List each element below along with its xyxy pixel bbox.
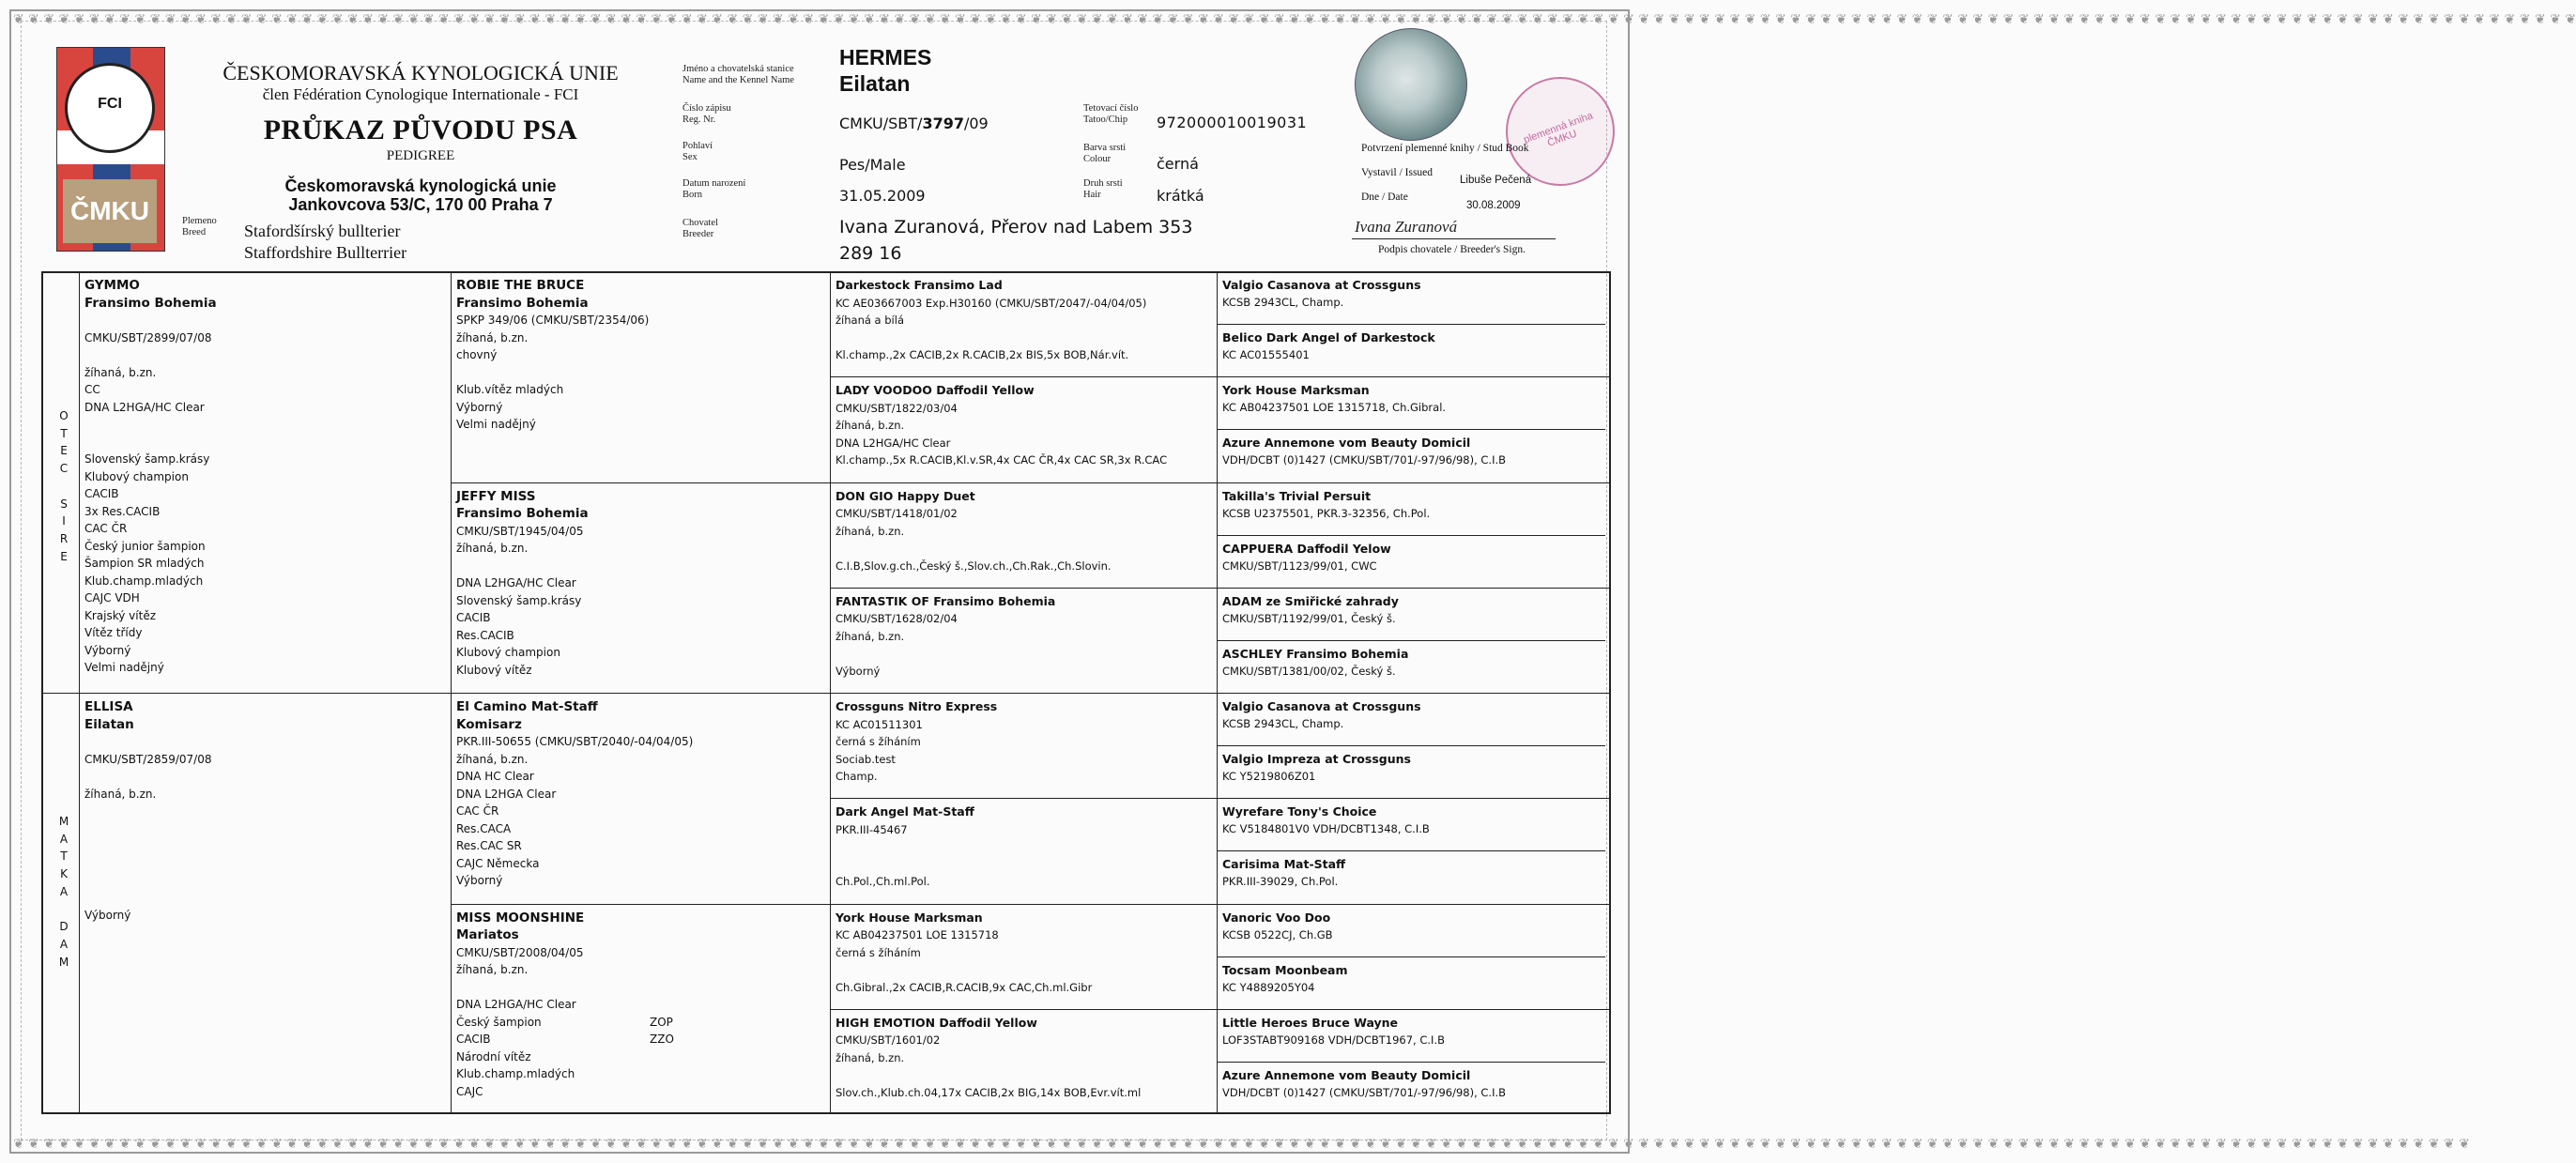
ancestor-name: Darkestock Fransimo Lad (836, 278, 1003, 292)
grid-hline (1217, 429, 1605, 430)
grandparent-cell (456, 698, 826, 902)
gg-grandparent-cell (1222, 803, 1602, 849)
ancestor-detail (84, 733, 447, 751)
ancestor-detail: DNA HC Clear (456, 770, 534, 783)
great-grandparent-cell (836, 593, 1213, 691)
ancestor-detail: KC V5184801V0 VDH/DCBT1348, C.I.B (1222, 822, 1430, 836)
cmku-logo-text: ČMKU (70, 196, 149, 225)
ancestor-detail: žíhaná, b.zn. (836, 1050, 905, 1064)
ancestor-detail: VDH/DCBT (0)1427 (CMKU/SBT/701/-97/96/98), C.I.B (1222, 453, 1507, 467)
ancestor-name: CAPPUERA Daffodil Yelow (1222, 541, 1391, 556)
ancestor-detail (84, 312, 447, 329)
grandparent-cell (456, 910, 826, 1113)
breeder-line2: 289 16 (839, 243, 902, 264)
ancestor-detail (456, 364, 826, 382)
gg-grandparent-cell (1222, 962, 1602, 1007)
ancestor-detail: Res.CACA (456, 821, 512, 835)
breeder-line1: Ivana Zuranová, Přerov nad Labem 353 (839, 217, 1193, 237)
issuer-address-line2: Jankovcova 53/C, 170 00 Praha 7 (288, 195, 553, 214)
ancestor-detail: PKR.III-39029, Ch.Pol. (1222, 875, 1339, 889)
ancestor-detail (84, 416, 447, 434)
ancestor-detail: KC Y5219806Z01 (1222, 770, 1316, 784)
chip-value: 972000010019031 (1157, 114, 1308, 131)
ancestor-detail: DNA L2HGA/HC Clear (84, 400, 205, 414)
ancestor-detail (836, 961, 1213, 979)
side-letter: A (59, 937, 69, 951)
stud-book-stamp (1506, 77, 1615, 186)
stamp-text: plemenná kniha ČMKU (1522, 110, 1595, 149)
gg-grandparent-cell (1222, 1067, 1602, 1112)
issuer-address-line1: Českomoravská kynologická unie (284, 176, 557, 195)
great-grandparent-cell (836, 1015, 1213, 1112)
grandparent-cell (456, 488, 826, 692)
ancestor-detail: Sociab.test (836, 752, 896, 766)
ancestor-detail (84, 346, 447, 364)
ancestor-name: DON GIO Happy Duet (836, 488, 975, 503)
born-value: 31.05.2009 (839, 187, 926, 205)
ancestor-detail: VDH/DCBT (0)1427 (CMKU/SBT/701/-97/96/98), C.I.B (1222, 1085, 1507, 1099)
issuer-membership: člen Fédération Cynologique Internationale - FCI (262, 85, 579, 103)
great-grandparent-cell (836, 488, 1213, 586)
ancestor-name: Belico Dark Angel of Darkestock (1222, 330, 1435, 345)
ancestor-detail: Res.CACIB (456, 628, 514, 642)
gg-grandparent-cell (1222, 435, 1602, 480)
ancestor-detail: žíhaná, b.zn. (836, 419, 905, 433)
ancestor-detail: Národní vítěz (456, 1049, 531, 1064)
ancestor-detail (84, 855, 447, 873)
breeding-mark: ZOP (650, 1015, 673, 1029)
ancestor-detail: Klubový champion (84, 469, 189, 483)
ancestor-name: Little Heroes Bruce Wayne (1222, 1015, 1399, 1030)
ancestor-name: Azure Annemone vom Beauty Domicil (1222, 1067, 1471, 1082)
issuer-org-name: ČESKOMORAVSKÁ KYNOLOGICKÁ UNIE (222, 61, 619, 84)
ancestor-name: GYMMO (84, 278, 140, 293)
ancestor-detail: žíhaná, b.zn. (456, 752, 529, 766)
reg-label: Číslo zápisu Reg. Nr. (682, 103, 731, 125)
ancestor-detail: CAC ČR (456, 804, 499, 818)
ancestor-detail: Velmi nadějný (456, 418, 536, 431)
issue-date: 30.08.2009 (1466, 200, 1521, 211)
ancestor-detail: KC AC01555401 (1222, 348, 1310, 362)
hair-label: Druh srsti Hair (1083, 178, 1123, 200)
ancestor-detail: Výborný (84, 643, 131, 657)
side-letter: M (58, 815, 69, 828)
hair-value: krátká (1157, 187, 1204, 205)
fci-emblem (65, 63, 155, 153)
ancestor-name: FANTASTIK OF Fransimo Bohemia (836, 593, 1056, 608)
ancestor-kennel: Eilatan (84, 716, 134, 732)
ancestor-name: York House Marksman (836, 910, 983, 925)
grid-hline (451, 482, 1611, 483)
dog-kennel: Eilatan (839, 71, 911, 96)
ancestor-detail: SPKP 349/06 (CMKU/SBT/2354/06) (456, 314, 650, 327)
great-grandparent-cell (836, 803, 1213, 901)
ancestor-name: ASCHLEY Fransimo Bohemia (1222, 646, 1409, 661)
gg-grandparent-cell (1222, 1015, 1602, 1060)
ancestor-detail: CMKU/SBT/2008/04/05 (456, 945, 584, 959)
ancestor-name: ADAM ze Smiřické zahrady (1222, 593, 1399, 608)
reg-number: CMKU/SBT/3797/09 (839, 115, 989, 132)
ancestor-detail: žíhaná, b.zn. (456, 330, 529, 344)
ancestor-detail (836, 329, 1213, 347)
ancestor-detail: Klubový champion (456, 646, 560, 659)
sex-label: Pohlaví Sex (682, 141, 713, 162)
ancestor-name: Valgio Casanova at Crossguns (1222, 278, 1421, 292)
ancestor-detail: Šampion SR mladých (84, 557, 205, 570)
side-letter: A (59, 884, 69, 898)
ancestor-detail: KCSB 2943CL, Champ. (1222, 717, 1344, 730)
colour-label: Barva srsti Colour (1083, 143, 1127, 164)
ancestor-detail: C.I.B,Slov.g.ch.,Český š.,Slov.ch.,Ch.Rak.,Ch.Slovin. (836, 559, 1112, 573)
ancestor-name: Tocsam Moonbeam (1222, 962, 1348, 977)
ancestor-name: Dark Angel Mat-Staff (836, 804, 974, 819)
ancestor-detail: Slov.ch.,Klub.ch.04,17x CACIB,2x BIG,14x BOB,Evr.vít.ml (836, 1085, 1142, 1099)
ancestor-detail (836, 856, 1213, 874)
top-leaf-border: ❦ ❦ ❦ ❦ ❦ ❦ ❦ ❦ ❦ ❦ ❦ ❦ ❦ ❦ ❦ ❦ ❦ ❦ ❦ ❦ ❦ ❦ ❦ ❦ ❦ ❦ ❦ ❦ ❦ ❦ ❦ ❦ ❦ ❦ ❦ ❦ ❦ ❦ ❦ ❦ ❦ ❦ ❦ ❦ ❦ ❦ ❦ ❦ ❦ ❦ ❦ ❦ ❦ ❦ ❦ ❦ ❦ ❦ ❦ ❦ ❦ ❦ ❦ ❦ ❦ ❦ ❦ ❦ ❦ ❦ ❦ ❦ ❦ ❦ ❦ ❦ ❦ ❦ ❦ ❦ ❦ ❦ ❦ ❦ ❦ ❦ ❦ ❦ ❦ ❦ ❦ ❦ ❦ ❦ ❦ ❦ ❦ ❦ ❦ ❦ ❦ ❦ ❦ ❦ ❦ ❦ ❦ ❦ ❦ ❦ ❦ ❦ ❦ ❦ ❦ ❦ ❦ ❦ ❦ ❦ ❦ ❦ ❦ ❦ ❦ ❦ ❦ ❦ ❦ ❦ ❦ ❦ ❦ ❦ ❦ ❦ ❦ ❦ ❦ ❦ ❦ ❦ ❦ ❦ ❦ ❦ ❦ ❦ ❦ ❦ ❦ ❦ ❦ ❦ ❦ ❦ ❦ ❦ ❦ ❦ ❦ ❦ ❦ ❦ ❦ ❦ ❦ ❦ ❦ (13, 12, 2576, 27)
breed-value-en: Staffordshire Bullterrier (244, 243, 407, 262)
ancestor-detail: žíhaná a bílá (836, 314, 904, 327)
side-letter: K (60, 867, 68, 881)
ancestor-name: Carisima Mat-Staff (1222, 857, 1346, 872)
sex-value: Pes/Male (839, 156, 906, 174)
dam-cell (84, 698, 447, 1112)
ancestor-detail: Slovenský šamp.krásy (84, 452, 210, 466)
breeder-signature: Ivana Zuranová (1355, 218, 1458, 236)
sire-cell (84, 277, 447, 691)
ancestor-detail: Český junior šampion (84, 539, 206, 553)
ancestor-detail: 3x Res.CACIB (84, 504, 161, 518)
ancestor-name: ROBIE THE BRUCE (456, 278, 585, 293)
ancestor-detail: CMKU/SBT/1822/03/04 (836, 401, 958, 415)
dam-side-label (54, 813, 73, 971)
ancestor-name: HIGH EMOTION Daffodil Yellow (836, 1015, 1037, 1030)
ancestor-detail: chovný (456, 348, 498, 361)
grid-hline (1217, 324, 1605, 325)
ancestor-detail: Velmi nadějný (84, 661, 164, 674)
ancestor-detail: CACIB (456, 611, 491, 624)
ancestor-detail (84, 768, 447, 786)
ancestor-kennel: Fransimo Bohemia (84, 295, 217, 311)
ancestor-detail: Slovenský šamp.krásy (456, 593, 582, 607)
ancestor-detail: DNA L2HGA/HC Clear (836, 436, 951, 450)
ancestor-detail: Klub.champ.mladých (84, 574, 204, 588)
ancestor-detail: CAJC Německa (456, 856, 540, 870)
ancestor-detail: CAJC (456, 1084, 483, 1098)
ancestor-detail (84, 434, 447, 451)
gg-grandparent-cell (1222, 277, 1602, 322)
ancestor-detail: KCSB U2375501, PKR.3-32356, Ch.Pol. (1222, 506, 1431, 520)
ancestor-detail: černá s žíháním (836, 945, 921, 959)
ancestor-detail (836, 540, 1213, 558)
date-label: Dne / Date (1361, 191, 1408, 203)
ancestor-detail: CMKU/SBT/2899/07/08 (84, 330, 212, 344)
ancestor-detail (84, 803, 447, 820)
ancestor-detail: CMKU/SBT/2859/07/08 (84, 752, 212, 766)
ancestor-detail: PKR.III-45467 (836, 822, 908, 836)
ancestor-name: ELLISA (84, 699, 133, 714)
ancestor-detail: Český šampion ZOP (456, 1014, 826, 1032)
ancestor-detail: DNA L2HGA/HC Clear (456, 576, 576, 589)
ancestor-detail: Ch.Pol.,Ch.ml.Pol. (836, 875, 930, 889)
ancestor-kennel: Mariatos (456, 927, 519, 942)
ancestor-detail: Res.CAC SR (456, 839, 522, 852)
ancestor-detail: Klub.vítěz mladých (456, 383, 564, 396)
side-letter: T (60, 849, 68, 864)
ancestor-detail: Kl.champ.,5x R.CACIB,Kl.v.SR,4x CAC ČR,4x CAC SR,3x R.CAC (836, 453, 1168, 467)
grid-hline (830, 798, 1611, 799)
ancestor-kennel: Fransimo Bohemia (456, 506, 589, 521)
ancestor-name: MISS MOONSHINE (456, 910, 585, 926)
side-letter: M (58, 955, 69, 969)
ancestor-detail: KC AB04237501 LOE 1315718, Ch.Gibral. (1222, 401, 1447, 415)
ancestor-detail: CMKU/SBT/1418/01/02 (836, 507, 958, 520)
side-letter: O (59, 409, 69, 422)
gg-grandparent-cell (1222, 910, 1602, 955)
side-letter: T (60, 426, 68, 440)
ancestor-detail (84, 820, 447, 838)
ancestor-detail (84, 872, 447, 890)
hologram-seal (1355, 28, 1467, 141)
gg-grandparent-cell (1222, 698, 1602, 743)
ancestor-detail: LOF3STABT909168 VDH/DCBT1967, C.I.B (1222, 1033, 1445, 1047)
ancestor-detail: žíhaná, b.zn. (836, 629, 905, 643)
gg-grandparent-cell (1222, 329, 1602, 375)
great-grandparent-cell (836, 698, 1213, 796)
name-label: Jméno a chovatelská stanice Name and the Kennel Name (682, 64, 794, 85)
side-letter (54, 901, 73, 919)
ancestor-detail: KCSB 2943CL, Champ. (1222, 296, 1344, 309)
ancestor-detail: CMKU/SBT/1628/02/04 (836, 612, 958, 626)
grid-hline (830, 376, 1611, 377)
breeder-label: Chovatel Breeder (682, 218, 718, 239)
breed-label: Plemeno Breed (182, 216, 217, 237)
gg-grandparent-cell (1222, 856, 1602, 901)
ancestor-name: Crossguns Nitro Express (836, 699, 998, 713)
side-letter: S (60, 497, 68, 511)
grid-hline (1217, 850, 1605, 851)
cmku-emblem (63, 179, 157, 243)
side-letter: A (59, 832, 69, 846)
grandparent-cell (456, 277, 826, 481)
ancestor-kennel: Fransimo Bohemia (456, 295, 589, 311)
ancestor-detail: Výborný (456, 400, 503, 414)
grid-hline (41, 693, 1611, 694)
ancestor-detail (836, 645, 1213, 663)
side-letter: R (59, 531, 69, 545)
ancestor-detail (84, 837, 447, 855)
grid-hline (1217, 956, 1605, 957)
grid-hline (451, 904, 1611, 905)
document-title: PRŮKAZ PŮVODU PSA (263, 115, 578, 145)
side-letter (54, 478, 73, 496)
ancestor-detail: CAJC VDH (84, 591, 140, 604)
signature-line (1352, 238, 1556, 239)
ancestor-name: Takilla's Trivial Persuit (1222, 488, 1372, 503)
ancestor-name: Valgio Impreza at Crossguns (1222, 752, 1411, 767)
born-label: Datum narození Born (682, 178, 746, 200)
gg-grandparent-cell (1222, 382, 1602, 427)
ancestor-detail: žíhaná, b.zn. (836, 524, 905, 538)
ancestor-detail: Kl.champ.,2x CACIB,2x R.CACIB,2x BIS,5x BOB,Nár.vít. (836, 348, 1129, 361)
gg-grandparent-cell (1222, 593, 1602, 638)
ancestor-detail: CMKU/SBT/1945/04/05 (456, 524, 584, 538)
side-letter: E (60, 444, 68, 458)
ancestor-detail: CMKU/SBT/1601/02 (836, 1033, 941, 1048)
breeding-mark: ZZO (650, 1033, 674, 1046)
ancestor-name: El Camino Mat-Staff (456, 699, 598, 714)
colour-value: černá (1157, 155, 1199, 173)
gg-grandparent-cell (1222, 751, 1602, 796)
ancestor-detail: CMKU/SBT/1192/99/01, Český š. (1222, 611, 1396, 625)
ancestor-detail: DNA L2HGA/HC Clear (456, 998, 576, 1011)
ancestor-detail: žíhaná, b.zn. (84, 365, 157, 379)
document-subtitle: PEDIGREE (386, 148, 455, 163)
great-grandparent-cell (836, 910, 1213, 1007)
ancestor-detail: CC (84, 383, 100, 396)
cmku-fci-logo (56, 47, 165, 252)
ancestor-name: LADY VOODOO Daffodil Yellow (836, 383, 1035, 398)
ancestor-detail (836, 1066, 1213, 1084)
ancestor-detail: černá s žíháním (836, 735, 921, 748)
grid-hline (830, 1009, 1611, 1010)
issued-label: Vystavil / Issued (1361, 167, 1434, 178)
great-grandparent-cell (836, 382, 1213, 480)
bottom-leaf-border: ❦ ❦ ❦ ❦ ❦ ❦ ❦ ❦ ❦ ❦ ❦ ❦ ❦ ❦ ❦ ❦ ❦ ❦ ❦ ❦ ❦ ❦ ❦ ❦ ❦ ❦ ❦ ❦ ❦ ❦ ❦ ❦ ❦ ❦ ❦ ❦ ❦ ❦ ❦ ❦ ❦ ❦ ❦ ❦ ❦ ❦ ❦ ❦ ❦ ❦ ❦ ❦ ❦ ❦ ❦ ❦ ❦ ❦ ❦ ❦ ❦ ❦ ❦ ❦ ❦ ❦ ❦ ❦ ❦ ❦ ❦ ❦ ❦ ❦ ❦ ❦ ❦ ❦ ❦ ❦ ❦ ❦ ❦ ❦ ❦ ❦ ❦ ❦ ❦ ❦ ❦ ❦ ❦ ❦ ❦ ❦ ❦ ❦ ❦ ❦ ❦ ❦ ❦ ❦ ❦ ❦ ❦ ❦ ❦ ❦ ❦ ❦ ❦ ❦ ❦ ❦ ❦ ❦ ❦ ❦ ❦ ❦ ❦ ❦ ❦ ❦ ❦ ❦ ❦ ❦ ❦ ❦ ❦ ❦ ❦ ❦ ❦ ❦ ❦ ❦ ❦ ❦ ❦ ❦ ❦ ❦ ❦ ❦ ❦ ❦ ❦ ❦ ❦ ❦ ❦ ❦ ❦ ❦ ❦ ❦ ❦ ❦ (13, 1137, 2470, 1152)
gg-grandparent-cell (1222, 646, 1602, 691)
ancestor-kennel: Komisarz (456, 716, 522, 732)
chip-label: Tetovací číslo Tatoo/Chip (1083, 103, 1139, 125)
ancestor-detail: KCSB 0522CJ, Ch.GB (1222, 927, 1333, 941)
ancestor-detail: PKR.III-50655 (CMKU/SBT/2040/-04/04/05) (456, 735, 694, 748)
ancestor-detail (456, 979, 826, 997)
ancestor-detail: Klub.champ.mladých (456, 1067, 575, 1080)
stud-book-confirm-label: Potvrzení plemenné knihy / Stud Book (1361, 143, 1529, 154)
ancestor-detail: DNA L2HGA Clear (456, 787, 557, 801)
ancestor-detail: KC AE03667003 Exp.H30160 (CMKU/SBT/2047/-04/04/05) (836, 296, 1147, 310)
side-letter: I (62, 514, 66, 528)
ancestor-name: York House Marksman (1222, 383, 1370, 398)
ancestor-detail: CMKU/SBT/1123/99/01, CWC (1222, 559, 1377, 573)
grid-hline (830, 588, 1611, 589)
ancestor-detail: KC Y4889205Y04 (1222, 980, 1315, 994)
gg-grandparent-cell (1222, 488, 1602, 533)
grid-hline (1217, 535, 1605, 536)
ancestor-detail: Ch.Gibral.,2x CACIB,R.CACIB,9x CAC,Ch.ml.Gibr (836, 980, 1093, 994)
ancestor-detail: Vítěz třídy (84, 626, 143, 639)
ancestor-detail: žíhaná, b.zn. (84, 787, 157, 801)
ancestor-detail: Výborný (456, 874, 503, 887)
issued-by: Libuše Pečená (1460, 175, 1532, 186)
ancestor-detail: CACIB ZZO (456, 1031, 826, 1048)
ancestor-detail: CACIB (84, 487, 119, 500)
sire-side-label (54, 407, 73, 565)
ancestor-detail: Výborný (84, 909, 131, 922)
ancestor-detail: Krajský vítěz (84, 608, 157, 622)
ancestor-name: Wyrefare Tony's Choice (1222, 804, 1377, 819)
grid-hline (1217, 640, 1605, 641)
signature-label: Podpis chovatele / Breeder's Sign. (1378, 244, 1526, 255)
ancestor-detail: CMKU/SBT/1381/00/02, Český š. (1222, 664, 1396, 678)
dog-name: HERMES (839, 45, 932, 69)
ancestor-detail: Champ. (836, 770, 878, 783)
ancestor-detail: Výborný (836, 664, 881, 678)
ancestor-detail (456, 558, 826, 575)
breed-value-cz: Stafordšírský bullterier (244, 222, 401, 240)
ancestor-detail (84, 890, 447, 908)
ancestor-name: JEFFY MISS (456, 488, 536, 504)
grid-hline (1217, 745, 1605, 746)
gg-grandparent-cell (1222, 541, 1602, 586)
grid-hline (1217, 1062, 1605, 1063)
ancestor-name: Azure Annemone vom Beauty Domicil (1222, 436, 1471, 451)
ancestor-detail: KC AC01511301 (836, 717, 923, 731)
great-grandparent-cell (836, 277, 1213, 375)
ancestor-detail: žíhaná, b.zn. (456, 542, 529, 555)
ancestor-name: Vanoric Voo Doo (1222, 910, 1331, 925)
ancestor-detail: žíhaná, b.zn. (456, 963, 529, 976)
ancestor-detail: KC AB04237501 LOE 1315718 (836, 928, 999, 941)
fci-logo-text: FCI (98, 96, 122, 112)
side-letter: C (59, 462, 69, 476)
ancestor-detail: CAC ČR (84, 522, 128, 535)
ancestor-detail: Klubový vítěz (456, 663, 532, 677)
ancestor-name: Valgio Casanova at Crossguns (1222, 699, 1421, 713)
side-letter: E (60, 549, 68, 563)
ancestor-detail (836, 838, 1213, 856)
side-letter: D (59, 920, 69, 934)
